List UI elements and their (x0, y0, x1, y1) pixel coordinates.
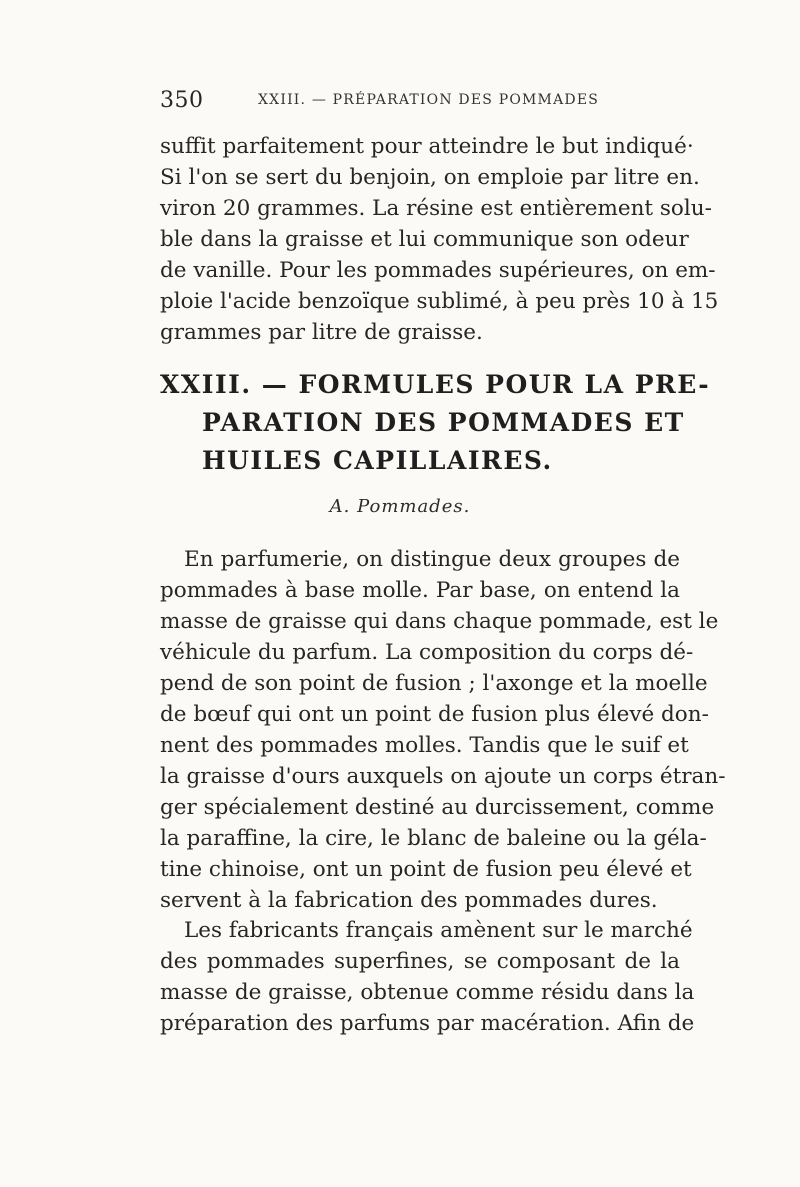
text-line: préparation des parfums par macération. Afin de (160, 1011, 695, 1036)
text-line: ble dans la graisse et lui communique son odeur (160, 227, 689, 252)
page-number: 350 (160, 88, 204, 113)
text-line: tine chinoise, ont un point de fusion peu élevé et (160, 857, 692, 882)
text-line: suffit parfaitement pour atteindre le but indiqué· (160, 134, 694, 159)
text-line: Les fabricants français amènent sur le marché (184, 918, 693, 943)
text-line: grammes par litre de graisse. (160, 320, 483, 345)
text-line: des pommades superfines, se composant de la (160, 949, 680, 974)
text-line: de vanille. Pour les pommades supérieures, on em- (160, 258, 716, 283)
text-line: ploie l'acide benzoïque sublimé, à peu près 10 à 15 (160, 289, 719, 314)
running-header (160, 88, 680, 118)
paragraph-2 (160, 915, 695, 1039)
text-line: de bœuf qui ont un point de fusion plus élevé don- (160, 702, 709, 727)
heading-line: XXIII. — FORMULES POUR LA PRE- (160, 370, 711, 399)
text-line: Si l'on se sert du benjoin, on emploie par litre en. (160, 165, 700, 190)
heading-line: HUILES CAPILLAIRES. (202, 446, 553, 475)
text-line: masse de graisse qui dans chaque pommade, est le (160, 609, 719, 634)
text-line: servent à la fabrication des pommades dures. (160, 888, 658, 913)
text-line: masse de graisse, obtenue comme résidu dans la (160, 980, 695, 1005)
text-line: En parfumerie, on distingue deux groupes de (184, 547, 680, 572)
text-line: la graisse d'ours auxquels on ajoute un corps étran- (160, 764, 726, 789)
section-heading (160, 366, 711, 480)
text-line: pend de son point de fusion ; l'axonge et la moelle (160, 671, 708, 696)
text-line: véhicule du parfum. La composition du corps dé- (160, 640, 694, 665)
heading-line: PARATION DES POMMADES ET (202, 408, 685, 437)
paragraph-1 (160, 544, 726, 916)
text-line: nent des pommades molles. Tandis que le suif et (160, 733, 689, 758)
text-line: viron 20 grammes. La résine est entièrement solu- (160, 196, 712, 221)
intro-paragraph (160, 131, 719, 348)
text-line: ger spécialement destiné au durcissement, comme (160, 795, 715, 820)
running-title: XXIII. — PRÉPARATION DES POMMADES (258, 92, 600, 108)
text-line: la paraffine, la cire, le blanc de baleine ou la géla- (160, 826, 707, 851)
subsection-heading: A. Pommades. (329, 496, 471, 517)
text-line: pommades à base molle. Par base, on entend la (160, 578, 680, 603)
